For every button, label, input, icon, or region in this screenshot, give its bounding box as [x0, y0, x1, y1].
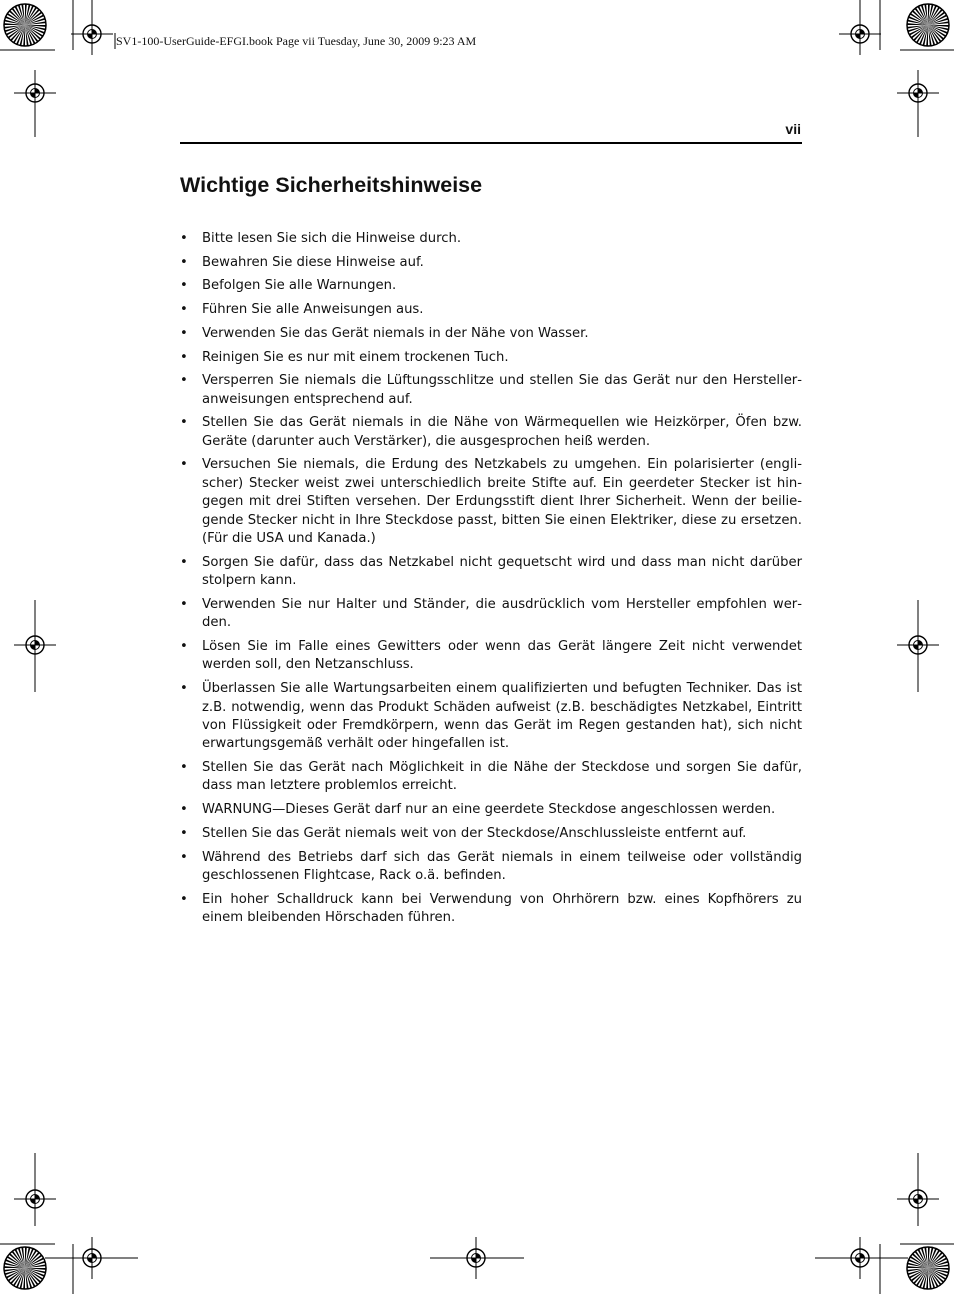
- list-item-text: WARNUNG—Dieses Gerät darf nur an eine geerdete Steckdose angeschlossen werden.: [202, 802, 776, 818]
- starburst-icon: [4, 4, 46, 46]
- bullet-icon: •: [180, 231, 188, 246]
- registration-target-icon: [14, 624, 56, 666]
- bullet-icon: •: [180, 681, 188, 697]
- list-item: [180, 680, 802, 754]
- registration-target-icon: [14, 1178, 56, 1220]
- bullet-icon: •: [180, 554, 188, 570]
- registration-target-icon: [897, 624, 939, 666]
- starburst-icon: [907, 1247, 949, 1289]
- list-item: [180, 801, 802, 819]
- bullet-icon: •: [180, 325, 188, 341]
- registration-target-icon: [839, 13, 881, 55]
- list-item-text: Stellen Sie das Gerät nach Möglichkeit in die Nähe der Steckdose und sorgen Sie dafür, dass man letztere problemlos erreicht.: [202, 760, 802, 794]
- bullet-icon: •: [180, 349, 188, 365]
- registration-target-icon: [897, 72, 939, 114]
- bullet-icon: •: [180, 415, 188, 431]
- list-item: [180, 456, 802, 548]
- bullet-icon: •: [180, 825, 188, 841]
- bullet-icon: •: [180, 891, 188, 907]
- list-item: [180, 414, 802, 451]
- list-item: [180, 301, 802, 319]
- list-item-text: Überlassen Sie alle Wartungsarbeiten einem qualifizierten und befugten Techniker. Das ist z.B. notwendig, wenn das Produkt Schäden aufweist (z.B. beschädigtes Netzkabel, Eintritt von Flüssigkeit oder Fremdkörpern, wenn das Gerät im Regen gestanden hat), sich nicht erwartungsgemäß verhält oder hingefallen ist.: [202, 681, 802, 752]
- list-item-text: Stellen Sie das Gerät niemals in die Nähe von Wärmequellen wie Heizkörper, Öfen bzw. Geräte (darunter auch Verstärker), die ausgesprochen heiß werden.: [202, 415, 802, 449]
- list-item-text: Versperren Sie niemals die Lüftungsschlitze und stellen Sie das Gerät nur den Herstelleranweisungen entsprechend auf.: [202, 373, 802, 407]
- registration-target-icon: [71, 13, 113, 55]
- list-item-text: Verwenden Sie das Gerät niemals in der Nähe von Wasser.: [202, 325, 589, 341]
- list-item: [180, 759, 802, 796]
- list-item-text: Während des Betriebs darf sich das Gerät niemals in einem teilweise oder vollständig geschlossenen Flightcase, Rack o.ä. befinden.: [202, 849, 802, 883]
- registration-target-icon: [839, 1237, 881, 1279]
- registration-target-icon: [14, 72, 56, 114]
- list-item-text: Reinigen Sie es nur mit einem trockenen Tuch.: [202, 349, 509, 365]
- bullet-icon: •: [180, 760, 188, 776]
- bullet-icon: •: [180, 849, 188, 865]
- list-item: [180, 349, 802, 367]
- bullet-icon: •: [180, 802, 188, 818]
- bullet-icon: •: [180, 302, 188, 318]
- list-item: [180, 891, 802, 928]
- list-item-text: Sorgen Sie dafür, dass das Netzkabel nicht gequetscht wird und dass man nicht darüber stolpern kann.: [202, 554, 802, 589]
- list-item: [180, 277, 802, 295]
- bullet-icon: •: [180, 457, 188, 473]
- list-item: [180, 254, 802, 272]
- list-item-text: Ein hoher Schalldruck kann bei Verwendung von Ohrhörern bzw. eines Kopfhörers zu einem bleibenden Hörschaden führen.: [202, 891, 802, 926]
- book-header: SV1-100-UserGuide-EFGI.book Page vii Tuesday, June 30, 2009 9:23 AM: [116, 34, 477, 48]
- list-item-text: Versuchen Sie niemals, die Erdung des Netzkabels zu umgehen. Ein polarisierter (englischer) Stecker weist zwei unterschiedlich breite Stifte auf. Ein geerdeter Stecker ist hingegen mit drei Stiften versehen. Der Erdungsstift dient Ihrer Sicherheit. Wenn der beiliegende Stecker nicht in Ihre Steckdose passt, bitten Sie einen Elektriker, diese zu ersetzen. (Für die USA und Kanada.): [202, 457, 802, 547]
- list-item: [180, 825, 802, 843]
- list-item-text: Lösen Sie im Falle eines Gewitters oder wenn das Gerät längere Zeit nicht verwendet werden soll, den Netzanschluss.: [202, 638, 802, 673]
- list-item: [180, 554, 802, 591]
- registration-target-icon: [455, 1237, 497, 1279]
- bullet-icon: •: [180, 596, 188, 612]
- bullet-icon: •: [180, 254, 188, 270]
- starburst-icon: [907, 4, 949, 46]
- list-item: [180, 372, 802, 409]
- list-item-text: Führen Sie alle Anweisungen aus.: [202, 302, 424, 318]
- list-item-text: Bitte lesen Sie sich die Hinweise durch.: [202, 231, 462, 246]
- page-number: vii: [785, 121, 801, 137]
- list-item-text: Stellen Sie das Gerät niemals weit von der Steckdose/Anschlussleiste entfernt auf.: [202, 825, 747, 841]
- list-item: [180, 849, 802, 886]
- list-item-text: Befolgen Sie alle Warnungen.: [202, 278, 397, 294]
- bullet-icon: •: [180, 638, 188, 654]
- bullet-icon: •: [180, 373, 188, 389]
- list-item-text: Verwenden Sie nur Halter und Ständer, die ausdrücklich vom Hersteller empfohlen werden.: [202, 596, 802, 631]
- registration-target-icon: [71, 1237, 113, 1279]
- list-item: [180, 230, 802, 248]
- starburst-icon: [4, 1247, 46, 1289]
- page-title: Wichtige Sicherheitshinweise: [180, 173, 483, 197]
- registration-target-icon: [897, 1178, 939, 1220]
- list-item: [180, 325, 802, 343]
- header-rule: [180, 142, 802, 144]
- list-item: [180, 638, 802, 675]
- list-item-text: Bewahren Sie diese Hinweise auf.: [202, 254, 424, 270]
- safety-instructions-list: [180, 230, 802, 933]
- bullet-icon: •: [180, 278, 188, 294]
- list-item: [180, 596, 802, 633]
